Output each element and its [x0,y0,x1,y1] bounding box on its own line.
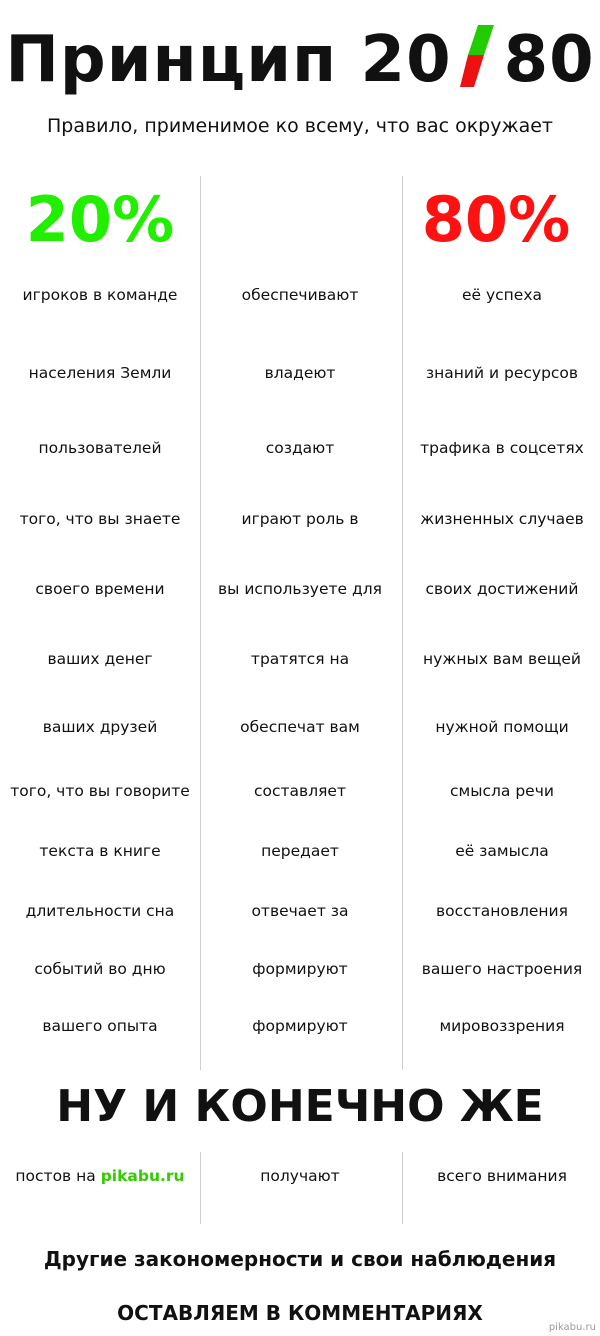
row-object: смысла речи [450,782,554,800]
row-object: нужной помощи [435,718,569,736]
row-object: знаний и ресурсов [425,364,579,382]
row-subject: вашего опыта [42,1017,158,1035]
row-verb: владеют [264,364,336,382]
percent-80: 80% [421,183,571,256]
row-subject: событий во дню [34,960,166,978]
title-right: 80 [503,23,595,97]
row-object: её успеха [461,286,543,304]
row-subject: длительности сна [25,902,175,920]
row-subject: пользователей [38,439,162,457]
percent-20: 20% [25,183,175,256]
of-course-heading: НУ И КОНЕЧНО ЖЕ [56,1081,544,1132]
final-row-prefix: постов на [15,1167,96,1185]
row-verb: формируют [252,960,348,978]
slash-icon [460,25,494,87]
row-object: трафика в соцсетях [420,439,584,457]
row-verb: составляет [254,782,346,800]
row-object: нужных вам вещей [423,650,581,668]
final-row-verb: получают [260,1167,340,1185]
final-row-subject [0,1165,200,1187]
row-object: мировоззрения [439,1017,565,1035]
footer-line-1: Другие закономерности и свои наблюдения [43,1247,557,1271]
row-verb: играют роль в [241,510,359,528]
row-subject: того, что вы говорите [10,782,190,800]
row-subject: ваших денег [47,650,153,668]
row-verb: обеспечат вам [240,718,360,736]
row-object: её замысла [455,842,549,860]
subtitle: Правило, применимое ко всему, что вас окружает [46,115,554,137]
site-link[interactable]: pikabu.ru [100,1167,185,1185]
column-divider-right [402,176,403,1070]
row-subject: своего времени [35,580,165,598]
row-subject: населения Земли [28,364,172,382]
row-verb: передает [261,842,339,860]
row-subject: ваших друзей [42,718,158,736]
footer-line-2: ОСТАВЛЯЕМ В КОММЕНТАРИЯХ [117,1301,483,1325]
row-verb: создают [265,439,335,457]
row-object: восстановления [436,902,568,920]
row-subject: того, что вы знаете [19,510,181,528]
row-subject: игроков в команде [22,286,178,304]
column-divider-left [200,176,201,1070]
row-verb: вы используете для [218,580,382,598]
watermark: pikabu.ru [548,1322,596,1333]
row-verb: обеспечивают [241,286,359,304]
final-divider-right [402,1152,403,1224]
row-verb: тратятся на [250,650,350,668]
row-object: жизненных случаев [420,510,584,528]
row-object: вашего настроения [421,960,583,978]
row-subject: текста в книге [39,842,161,860]
row-verb: формируют [252,1017,348,1035]
row-object: своих достижений [425,580,579,598]
row-verb: отвечает за [251,902,349,920]
final-divider-left [200,1152,201,1224]
final-row-object: всего внимания [437,1167,567,1185]
page-title [0,22,600,98]
title-left: Принцип 20 [5,23,452,97]
